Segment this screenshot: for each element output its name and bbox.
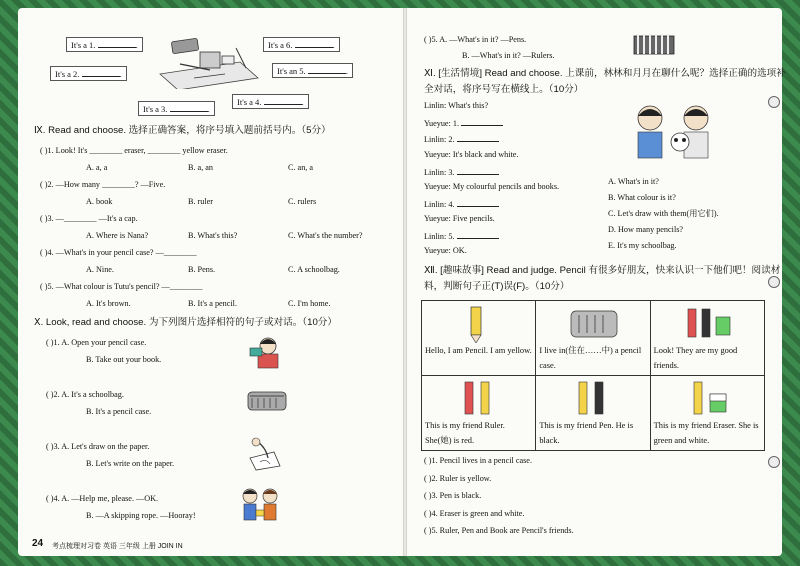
q9-3-a: A. Where is Nana? [86, 231, 149, 240]
book-gutter [403, 8, 407, 556]
section-9-title: Ⅸ. Read and choose. 选择正确答案，将序号填入题前括号内。（5分） [34, 125, 331, 136]
q10-1-a: ( )1. A. Open your pencil case. [46, 338, 147, 347]
ruler-character-icon [425, 378, 535, 418]
q9-3-stem: ( )3. —________ —It's a cap. [40, 214, 138, 223]
judge-3: ( )3. Pen is black. [424, 491, 482, 500]
linlin-yueyue-image [626, 100, 720, 166]
q9-5-a: A. It's brown. [86, 299, 131, 308]
q9-3-b: B. What's this? [188, 231, 238, 240]
q9-1-stem: ( )1. Look! It's ________ eraser, ________ yellow eraser. [40, 146, 228, 155]
option-c: C. Let's draw with them(用它们). [608, 209, 719, 218]
story-cell-5 [536, 376, 650, 451]
q10-5-a: ( )5. A. —What's in it? —Pens. [424, 35, 527, 44]
story-text: I live in(住在……中) a pencil case. [539, 346, 642, 370]
story-text: This is my friend Eraser. She is green and white. [653, 421, 759, 445]
q9-5-c: C. I'm home. [288, 299, 331, 308]
q10-2-b: B. It's a pencil case. [86, 407, 152, 416]
label-text: It's a 3. [143, 104, 168, 114]
dialog-text: Linlin: 5. [424, 232, 455, 241]
story-text: This is my friend Pen. He is black. [539, 421, 634, 445]
label-text: It's an 5. [277, 66, 306, 76]
q10-4-a: ( )4. A. —Help me, please. —OK. [46, 494, 159, 503]
girl-pencil-case-image [246, 334, 286, 372]
label-6: It's a 6. . [263, 37, 340, 52]
dialog-text: Linlin: 2. [424, 135, 455, 144]
q9-2-b: B. ruler [188, 197, 214, 206]
pencil-character-icon [425, 303, 535, 343]
option-a: A. What's in it? [608, 177, 659, 186]
dialog-line-4: Yueyue: It's black and white. [424, 150, 519, 159]
dialog-line-7 [424, 198, 499, 210]
label-3: It's a 3. . [138, 101, 215, 116]
pencil-case-image [246, 388, 288, 414]
hand-drawing-image [244, 436, 284, 472]
judge-4: ( )4. Eraser is green and white. [424, 509, 525, 518]
q9-1-c: C. an, a [288, 163, 314, 172]
label-text: It's a 1. [71, 40, 96, 50]
q9-3-c: C. What's the number? [288, 231, 363, 240]
dialog-text: Yueyue: 1. [424, 119, 460, 128]
label-text: It's a 4. [237, 97, 262, 107]
margin-badge [768, 96, 780, 108]
label-5: It's an 5. . [272, 63, 353, 78]
q9-4-b: B. Pens. [188, 265, 216, 274]
q9-2-a: A. book [86, 197, 113, 206]
q10-2-a: ( )2. A. It's a schoolbag. [46, 390, 124, 399]
q9-4-c: C. A schoolbag. [288, 265, 340, 274]
option-d: D. How many pencils? [608, 225, 684, 234]
q10-4-b: B. —A skipping rope. —Hooray! [86, 511, 196, 520]
pencil-case-icon [539, 303, 649, 343]
q9-5-stem: ( )5. —What colour is Tutu's pencil? —________ [40, 282, 203, 291]
dialog-line-9 [424, 230, 499, 242]
story-cell-4 [422, 376, 536, 451]
footer-text: 考点梳理对习卷 英语 三年级 上册 JOIN IN [52, 543, 183, 550]
two-children-image [236, 486, 284, 526]
story-table [421, 300, 765, 451]
story-cell-2 [536, 301, 650, 376]
q9-5-b: B. It's a pencil. [188, 299, 237, 308]
q9-4-stem: ( )4. —What's in your pencil case? —________ [40, 248, 197, 257]
page-number: 24 [32, 538, 44, 549]
story-text: Hello, I am Pencil. I am yellow. [425, 346, 532, 355]
eraser-character-icon [654, 378, 764, 418]
label-2: It's a 2. . [50, 66, 127, 81]
dialog-line-8: Yueyue: Five pencils. [424, 214, 495, 223]
margin-badge [768, 456, 780, 468]
judge-1: ( )1. Pencil lives in a pencil case. [424, 456, 532, 465]
q10-3-a: ( )3. A. Let's draw on the paper. [46, 442, 150, 451]
friends-group-icon [654, 303, 764, 343]
section-11-title-line1: Ⅺ. [生活情境] Read and choose. 上课前，林林和月月在聊什么呢？选择正确的选项补 [424, 68, 786, 79]
q10-1-b: B. Take out your book. [86, 355, 162, 364]
dialog-line-10: Yueyue: OK. [424, 246, 467, 255]
q9-4-a: A. Nine. [86, 265, 114, 274]
dialog-line-6: Yueyue: My colourful pencils and books. [424, 182, 560, 191]
option-b: B. What colour is it? [608, 193, 676, 202]
dialog-line-2 [424, 117, 503, 129]
label-1: It's a 1. . [66, 37, 143, 52]
q10-3-b: B. Let's write on the paper. [86, 459, 175, 468]
story-cell-1 [422, 301, 536, 376]
section-12-title-line1: Ⅻ. [趣味故事] Read and judge. Pencil 有很多好朋友，快来认识一下他们吧！阅读材 [424, 265, 781, 276]
q9-1-b: B. a, an [188, 163, 214, 172]
margin-badge [768, 276, 780, 288]
dialog-text: Linlin: 4. [424, 200, 455, 209]
option-e: E. It's my schoolbag. [608, 241, 677, 250]
pens-box-image [632, 30, 678, 58]
label-text: It's a 6. [268, 40, 293, 50]
section-11-title-line2: 全对话，将序号写在横线上。（10分） [424, 84, 584, 95]
story-cell-3 [650, 301, 764, 376]
pen-character-icon [539, 378, 649, 418]
judge-2: ( )2. Ruler is yellow. [424, 474, 492, 483]
judge-5: ( )5. Ruler, Pen and Book are Pencil's friends. [424, 526, 574, 535]
q9-2-c: C. rulers [288, 197, 317, 206]
dialog-line-3 [424, 133, 499, 145]
q10-5-b: B. —What's in it? —Rulers. [462, 51, 555, 60]
story-text: Look! They are my good friends. [653, 346, 738, 370]
story-cell-6 [650, 376, 764, 451]
q9-2-stem: ( )2. —How many ________? —Five. [40, 180, 166, 189]
desk-stationery-illustration [150, 34, 260, 89]
section-12-title-line2: 料，判断句子正(T)误(F)。（10分） [424, 281, 570, 292]
section-10-title: Ⅹ. Look, read and choose. 为下列图片选择相符的句子或对话。（10分） [34, 317, 337, 328]
label-4: It's a 4. . [232, 94, 309, 109]
story-text: This is my friend Ruler. She(她) is red. [425, 421, 505, 445]
label-text: It's a 2. [55, 69, 80, 79]
dialog-text: Linlin: 3. [424, 168, 455, 177]
dialog-line-5 [424, 166, 499, 178]
dialog-line-1: Linlin: What's this? [424, 101, 489, 110]
q9-1-a: A. a, a [86, 163, 108, 172]
